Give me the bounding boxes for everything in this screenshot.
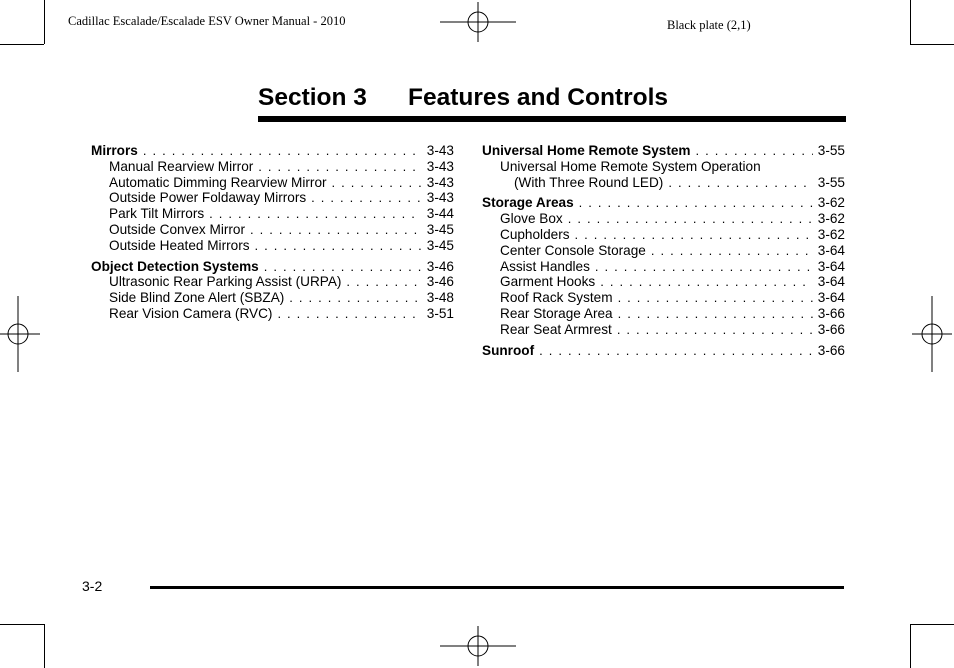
crop-mark xyxy=(910,0,911,44)
toc-entry-title: Universal Home Remote System Operation xyxy=(500,158,761,174)
dot-leader xyxy=(258,159,422,175)
toc-subentry[interactable] xyxy=(482,259,845,275)
toc-group xyxy=(91,259,454,322)
dot-leader xyxy=(255,238,422,254)
title-rule xyxy=(258,116,846,122)
toc-entry-title: Universal Home Remote System xyxy=(482,143,691,158)
toc-subentry[interactable] xyxy=(482,290,845,306)
toc-page-number: 3-44 xyxy=(426,206,454,222)
toc-page-number: 3-66 xyxy=(817,321,845,337)
toc-group xyxy=(91,143,454,254)
toc-subentry[interactable] xyxy=(482,274,845,290)
toc-section-entry[interactable] xyxy=(482,195,845,211)
toc-page-number: 3-45 xyxy=(426,221,454,237)
registration-mark-bottom xyxy=(440,626,516,666)
registration-mark-left xyxy=(0,296,40,372)
toc-entry-title: Outside Heated Mirrors xyxy=(109,237,250,253)
toc-page-number: 3-43 xyxy=(426,143,454,158)
dot-leader xyxy=(617,322,813,338)
dot-leader xyxy=(568,211,813,227)
toc-entry-title: (With Three Round LED) xyxy=(514,174,664,190)
toc-page-number: 3-46 xyxy=(426,258,454,274)
toc-subentry[interactable] xyxy=(91,290,454,306)
dot-leader xyxy=(346,274,421,290)
toc-page-number: 3-66 xyxy=(817,305,845,321)
toc-page-number: 3-55 xyxy=(817,174,845,190)
toc-page-number: 3-48 xyxy=(426,290,454,306)
crop-mark xyxy=(44,0,45,44)
toc-page-number: 3-64 xyxy=(817,242,845,258)
toc-subentry[interactable] xyxy=(91,159,454,175)
dot-leader xyxy=(618,290,813,306)
toc-subentry[interactable] xyxy=(482,211,845,227)
dot-leader xyxy=(277,306,421,322)
toc-entry-title: Sunroof xyxy=(482,342,535,358)
registration-mark-top xyxy=(440,2,516,42)
page-number: 3-2 xyxy=(82,578,103,594)
dot-leader xyxy=(209,206,422,222)
toc-entry-title: Automatic Dimming Rearview Mirror xyxy=(109,174,327,190)
section-title xyxy=(258,84,668,112)
toc-page-number: 3-62 xyxy=(817,226,845,242)
crop-mark xyxy=(910,624,954,625)
toc-section-entry[interactable] xyxy=(482,143,845,159)
toc-section-entry[interactable] xyxy=(91,259,454,275)
toc-subentry[interactable] xyxy=(482,243,845,259)
toc-page-number: 3-62 xyxy=(817,195,845,211)
toc-entry-title: Roof Rack System xyxy=(500,290,613,306)
toc-subentry[interactable] xyxy=(482,322,845,338)
toc-page-number: 3-66 xyxy=(817,342,845,358)
registration-mark-right xyxy=(912,296,952,372)
toc-page-number: 3-64 xyxy=(817,274,845,290)
dot-leader xyxy=(579,195,813,211)
toc-entry-title: Storage Areas xyxy=(482,195,574,211)
toc-page-number: 3-62 xyxy=(817,211,845,227)
dot-leader xyxy=(311,190,422,206)
toc-entry-title: Cupholders xyxy=(500,226,570,242)
dot-leader xyxy=(575,227,813,243)
dot-leader xyxy=(618,306,813,322)
toc-left-column xyxy=(91,143,454,327)
dot-leader xyxy=(289,290,421,306)
plate-label: Black plate (2,1) xyxy=(667,18,751,32)
toc-subentry[interactable] xyxy=(91,175,454,191)
toc-subentry[interactable] xyxy=(91,206,454,222)
toc-entry-title: Center Console Storage xyxy=(500,242,646,258)
toc-page-number: 3-64 xyxy=(817,258,845,274)
toc-subentry[interactable] xyxy=(91,306,454,322)
toc-subentry[interactable] xyxy=(91,190,454,206)
toc-entry-title: Assist Handles xyxy=(500,258,590,274)
dot-leader xyxy=(264,259,422,275)
footer-rule xyxy=(150,586,844,589)
crop-mark xyxy=(910,44,954,45)
dot-leader xyxy=(539,343,813,359)
toc-entry-title: Mirrors xyxy=(91,143,138,158)
toc-page-number: 3-46 xyxy=(426,274,454,290)
toc-entry-title: Garment Hooks xyxy=(500,274,596,290)
toc-page-number: 3-55 xyxy=(817,143,845,158)
dot-leader xyxy=(250,222,422,238)
toc-page-number: 3-43 xyxy=(426,190,454,206)
dot-leader xyxy=(696,143,813,159)
toc-entry-title: Rear Seat Armrest xyxy=(500,321,612,337)
section-name: Features and Controls xyxy=(408,84,669,111)
toc-page-number: 3-43 xyxy=(426,174,454,190)
toc-subentry[interactable] xyxy=(91,274,454,290)
toc-entry-title: Rear Storage Area xyxy=(500,305,613,321)
toc-entry-title: Rear Vision Camera (RVC) xyxy=(109,305,273,321)
dot-leader xyxy=(651,243,813,259)
crop-mark xyxy=(0,44,44,45)
toc-subentry[interactable] xyxy=(482,227,845,243)
crop-mark xyxy=(910,624,911,668)
toc-section-entry[interactable] xyxy=(482,343,845,359)
toc-page-number: 3-64 xyxy=(817,290,845,306)
toc-entry-title: Object Detection Systems xyxy=(91,258,259,274)
toc-entry-title: Ultrasonic Rear Parking Assist (URPA) xyxy=(109,274,342,290)
toc-entry-title: Park Tilt Mirrors xyxy=(109,206,205,222)
crop-mark xyxy=(0,624,44,625)
toc-entry-title: Side Blind Zone Alert (SBZA) xyxy=(109,290,285,306)
crop-mark xyxy=(44,624,45,668)
dot-leader xyxy=(332,175,422,191)
toc-subentry-continued[interactable] xyxy=(482,175,845,191)
dot-leader xyxy=(595,259,813,275)
dot-leader xyxy=(600,274,813,290)
toc-group xyxy=(482,343,845,359)
toc-entry-title: Manual Rearview Mirror xyxy=(109,158,254,174)
dot-leader xyxy=(143,143,422,159)
toc-group xyxy=(482,195,845,337)
dot-leader xyxy=(668,175,812,191)
toc-entry-title: Glove Box xyxy=(500,211,563,227)
toc-subentry[interactable] xyxy=(482,159,845,175)
toc-entry-title: Outside Convex Mirror xyxy=(109,221,245,237)
toc-subentry[interactable] xyxy=(482,306,845,322)
toc-subentry[interactable] xyxy=(91,238,454,254)
toc-right-column xyxy=(482,143,845,363)
toc-page-number: 3-43 xyxy=(426,158,454,174)
running-header-title: Cadillac Escalade/Escalade ESV Owner Manual - 2010 xyxy=(68,14,346,28)
section-number: Section 3 xyxy=(258,84,367,111)
toc-group xyxy=(482,143,845,190)
toc-page-number: 3-45 xyxy=(426,237,454,253)
toc-section-entry[interactable] xyxy=(91,143,454,159)
toc-page-number: 3-51 xyxy=(426,305,454,321)
toc-entry-title: Outside Power Foldaway Mirrors xyxy=(109,190,307,206)
toc-subentry[interactable] xyxy=(91,222,454,238)
